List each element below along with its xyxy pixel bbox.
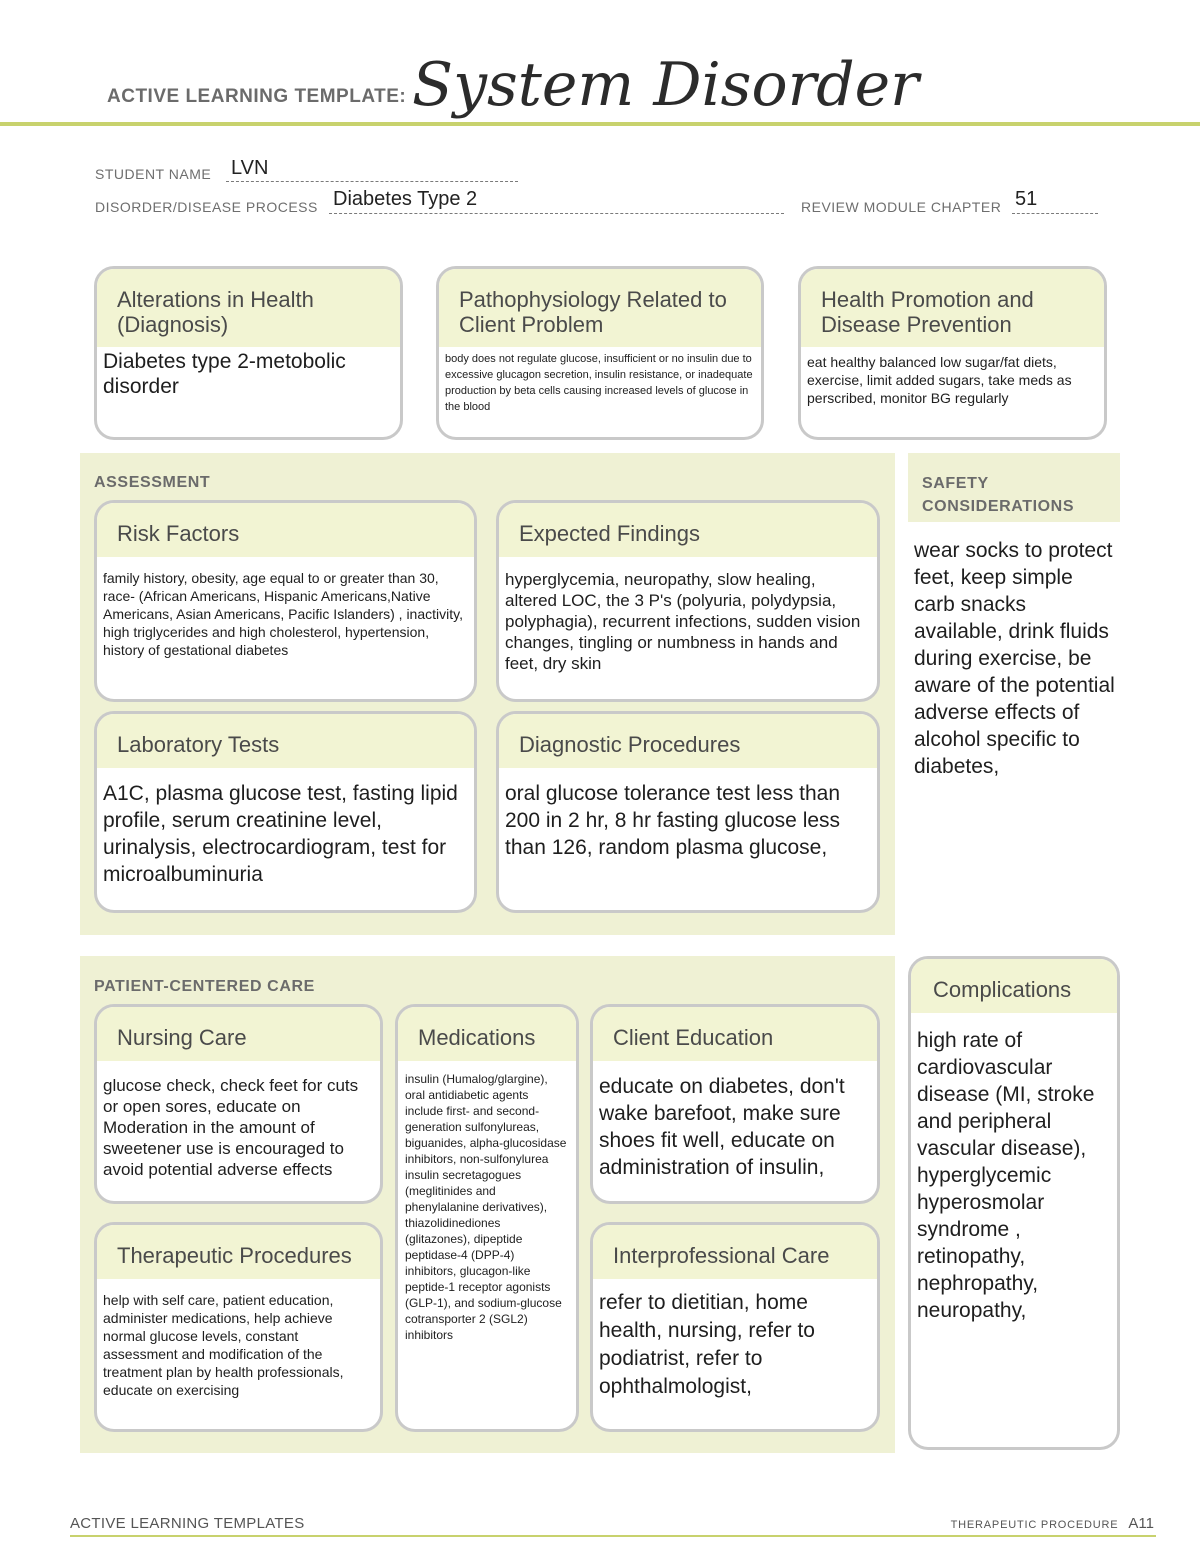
student-name-line <box>226 181 518 182</box>
client-education-box <box>590 1004 880 1204</box>
footer-divider <box>70 1535 1156 1537</box>
health-promotion-title: Health Promotion and Disease Prevention <box>801 269 1104 347</box>
diagnostic-procedures-box <box>496 711 880 913</box>
footer-caption: THERAPEUTIC PROCEDURE <box>950 1519 1119 1531</box>
template-label: ACTIVE LEARNING TEMPLATE: <box>107 86 407 107</box>
patient-care-title: PATIENT-CENTERED CARE <box>94 978 315 995</box>
medications-title: Medications <box>398 1007 576 1061</box>
client-education-title: Client Education <box>593 1007 877 1061</box>
interprofessional-care-content[interactable]: refer to dietitian, home health, nursing, refer to podiatrist, refer to ophthalmologist, <box>599 1291 815 1398</box>
complications-box <box>908 956 1120 1450</box>
medications-box <box>395 1004 579 1432</box>
chapter-label: REVIEW MODULE CHAPTER <box>801 199 1002 215</box>
expected-findings-box <box>496 500 880 702</box>
diagnostic-procedures-title: Diagnostic Procedures <box>499 714 877 768</box>
page-title: System Disorder <box>412 50 919 120</box>
chapter-line <box>1012 213 1098 214</box>
alterations-content[interactable]: Diabetes type 2-metobolic disorder <box>103 350 346 398</box>
safety-content[interactable]: wear socks to protect feet, keep simple carb snacks available, drink fluids during exercise, be aware of the potential adverse effects of alcohol specific to diabetes, <box>914 539 1115 778</box>
therapeutic-procedures-content[interactable]: help with self care, patient education, administer medications, help achieve normal glucose levels, constant assessment and modification of the treatment plan by health professionals, educate on exercising <box>103 1292 344 1398</box>
nursing-care-box <box>94 1004 383 1204</box>
alterations-title: Alterations in Health (Diagnosis) <box>97 269 400 347</box>
expected-findings-title: Expected Findings <box>499 503 877 557</box>
risk-factors-content[interactable]: family history, obesity, age equal to or greater than 30, race- (African Americans, Hispanic Americans,Native Americans, Asian Americans, Pacific Islanders) , inactivity, high triglycerides and high cholesterol, hypertension, history of gestational diabetes <box>103 570 463 658</box>
client-education-content[interactable]: educate on diabetes, don't wake barefoot, make sure shoes fit well, educate on administration of insulin, <box>599 1075 845 1179</box>
alterations-box <box>94 266 403 440</box>
medications-content[interactable]: insulin (Humalog/glargine), oral antidiabetic agents include first- and second-generation sulfonylureas, biguanides, alpha-glucosidase inhibitors, non-sulfonylurea insulin secretagogues (meglitinides and phenylalanine derivatives), thiazolidinediones (glitazones), dipeptide peptidase-4 (DPP-4) inhibitors, glucagon-like peptide-1 receptor agonists (GLP-1), and sodium-glucose cotransporter 2 (SGL2) inhibitors <box>405 1072 567 1342</box>
assessment-title: ASSESSMENT <box>94 474 211 491</box>
safety-title: SAFETY CONSIDERATIONS <box>922 475 1075 515</box>
risk-factors-box <box>94 500 477 702</box>
interprofessional-care-box <box>590 1222 880 1432</box>
laboratory-tests-content[interactable]: A1C, plasma glucose test, fasting lipid profile, serum creatinine level, urinalysis, electrocardiogram, test for microalbuminuria <box>103 782 458 886</box>
chapter-value[interactable]: 51 <box>1015 188 1038 210</box>
student-name-value[interactable]: LVN <box>231 157 269 179</box>
disorder-line <box>329 213 784 214</box>
nursing-care-content[interactable]: glucose check, check feet for cuts or open sores, educate on Moderation in the amount of sweetener use is encouraged to avoid potential adverse effects <box>103 1076 359 1179</box>
therapeutic-procedures-title: Therapeutic Procedures <box>97 1225 380 1279</box>
diagnostic-procedures-content[interactable]: oral glucose tolerance test less than 200 in 2 hr, 8 hr fasting glucose less than 126, random plasma glucose, <box>505 782 841 859</box>
pathophysiology-box <box>436 266 764 440</box>
risk-factors-title: Risk Factors <box>97 503 474 557</box>
nursing-care-title: Nursing Care <box>97 1007 380 1061</box>
student-name-label: STUDENT NAME <box>95 166 212 182</box>
complications-title: Complications <box>911 959 1117 1013</box>
header-divider <box>0 122 1200 126</box>
expected-findings-content[interactable]: hyperglycemia, neuropathy, slow healing, altered LOC, the 3 P's (polyuria, polydypsia, polyphagia), recurrent infections, sudden vision changes, tingling or numbness in hands and feet, dry skin <box>505 570 861 673</box>
laboratory-tests-title: Laboratory Tests <box>97 714 474 768</box>
footer-right <box>951 1515 1154 1532</box>
laboratory-tests-box <box>94 711 477 913</box>
footer-left-text: ACTIVE LEARNING TEMPLATES <box>70 1515 305 1532</box>
disorder-label: DISORDER/DISEASE PROCESS <box>95 199 318 215</box>
disorder-value[interactable]: Diabetes Type 2 <box>333 188 478 210</box>
complications-content[interactable]: high rate of cardiovascular disease (MI, stroke and peripheral vascular disease), hyperglycemic hyperosmolar syndrome , retinopathy, nephropathy, neuropathy, <box>917 1029 1095 1322</box>
page-number: A11 <box>1128 1515 1154 1532</box>
health-promotion-box <box>798 266 1107 440</box>
pathophysiology-content[interactable]: body does not regulate glucose, insufficient or no insulin due to excessive glucagon secretion, insulin resistance, or inadequate production by beta cells causing increased levels of glucose in the blood <box>445 353 753 413</box>
pathophysiology-title: Pathophysiology Related to Client Problem <box>439 269 761 347</box>
interprofessional-care-title: Interprofessional Care <box>593 1225 877 1279</box>
health-promotion-content[interactable]: eat healthy balanced low sugar/fat diets, exercise, limit added sugars, take meds as perscribed, monitor BG regularly <box>807 354 1072 406</box>
therapeutic-procedures-box <box>94 1222 383 1432</box>
